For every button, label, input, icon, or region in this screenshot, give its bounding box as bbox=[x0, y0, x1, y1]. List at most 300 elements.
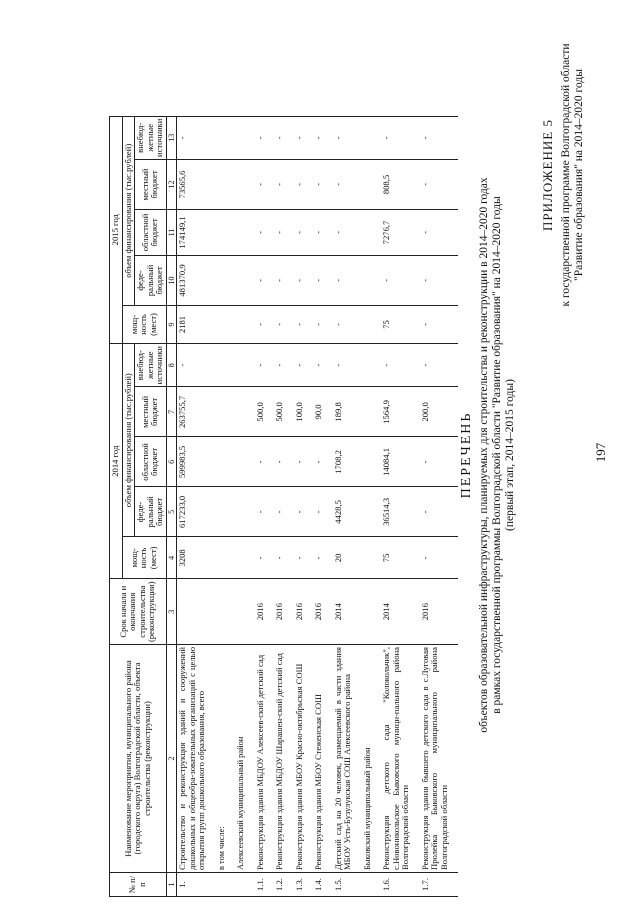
spacer-cell bbox=[354, 579, 362, 645]
table-row bbox=[362, 116, 374, 896]
spacer-cell bbox=[227, 116, 235, 159]
spacer-cell bbox=[305, 255, 313, 305]
regional-2015 bbox=[235, 209, 247, 255]
local-2014: 189,8 bbox=[333, 387, 354, 437]
capacity-2015: - bbox=[294, 305, 306, 343]
spacer-cell bbox=[208, 305, 216, 343]
local-2014: 100,0 bbox=[294, 387, 306, 437]
spacer-cell bbox=[325, 305, 333, 343]
capacity-2014: 75 bbox=[381, 537, 412, 579]
column-number: 7 bbox=[166, 387, 177, 437]
header-capacity-2015: мощ-ность (мест) bbox=[122, 305, 166, 343]
object-name: Строительство и реконструкция зданий и сооружений дошкольных и общеобра-зовательных организаций с целью открытия групп дошкольного образования, всего bbox=[177, 645, 208, 873]
spacer-cell bbox=[325, 255, 333, 305]
column-number: 10 bbox=[166, 255, 177, 305]
row-spacer bbox=[305, 116, 313, 896]
federal-2014 bbox=[235, 487, 247, 537]
spacer-cell bbox=[354, 487, 362, 537]
spacer-cell bbox=[354, 645, 362, 873]
spacer-cell bbox=[354, 343, 362, 386]
federal-2014: - bbox=[294, 487, 306, 537]
spacer-cell bbox=[247, 537, 255, 579]
capacity-2014 bbox=[362, 537, 374, 579]
local-2015 bbox=[216, 159, 228, 209]
federal-2015: - bbox=[313, 255, 325, 305]
spacer-cell bbox=[208, 487, 216, 537]
spacer-cell bbox=[373, 645, 381, 873]
spacer-cell bbox=[450, 387, 458, 437]
spacer-cell bbox=[450, 873, 458, 897]
offbudget-2015: - bbox=[255, 116, 267, 159]
spacer-cell bbox=[286, 437, 294, 487]
spacer-cell bbox=[247, 437, 255, 487]
spacer-cell bbox=[373, 579, 381, 645]
spacer-cell bbox=[227, 437, 235, 487]
spacer-cell bbox=[247, 387, 255, 437]
table-row bbox=[177, 116, 208, 896]
header-regional-2014: областной бюджет bbox=[135, 437, 167, 487]
offbudget-2015: - bbox=[333, 116, 354, 159]
federal-2014: - bbox=[313, 487, 325, 537]
object-name: Реконструкция здания бывшего детского сада в с.Луговая Пролейка Быковского муниципального района Волгоградской области bbox=[420, 645, 451, 873]
regional-2015: - bbox=[333, 209, 354, 255]
row-spacer bbox=[325, 116, 333, 896]
spacer-cell bbox=[450, 209, 458, 255]
object-name: Реконструкция детского сада "Колокольчик", с.Новоникольское Быковского муници-пального района Волгоградской области bbox=[381, 645, 412, 873]
header-term: Срок начала и окончания строительства (реконструкции) bbox=[110, 579, 167, 645]
row-number: 1.6. bbox=[381, 873, 412, 897]
spacer-cell bbox=[305, 537, 313, 579]
regional-2015 bbox=[216, 209, 228, 255]
row-number: 1.3. bbox=[294, 873, 306, 897]
row-spacer bbox=[450, 116, 458, 896]
row-spacer bbox=[208, 116, 216, 896]
capacity-2014: - bbox=[294, 537, 306, 579]
spacer-cell bbox=[266, 159, 274, 209]
construction-term: 2016 bbox=[420, 579, 451, 645]
spacer-cell bbox=[286, 209, 294, 255]
spacer-cell bbox=[450, 437, 458, 487]
regional-2014 bbox=[362, 437, 374, 487]
spacer-cell bbox=[412, 645, 420, 873]
spacer-cell bbox=[305, 873, 313, 897]
object-name: Реконструкция здания МБДОУ Алексеев-ский детский сад bbox=[255, 645, 267, 873]
regional-2015: - bbox=[255, 209, 267, 255]
spacer-cell bbox=[412, 159, 420, 209]
local-2014: 200,0 bbox=[420, 387, 451, 437]
table-row bbox=[255, 116, 267, 896]
local-2014: 500,0 bbox=[255, 387, 267, 437]
column-number: 1 bbox=[166, 873, 177, 897]
spacer-cell bbox=[286, 579, 294, 645]
offbudget-2014 bbox=[235, 343, 247, 386]
spacer-cell bbox=[325, 645, 333, 873]
spacer-cell bbox=[412, 116, 420, 159]
spacer-cell bbox=[412, 873, 420, 897]
federal-2014: 617233,0 bbox=[177, 487, 208, 537]
spacer-cell bbox=[247, 579, 255, 645]
spacer-cell bbox=[412, 579, 420, 645]
spacer-cell bbox=[247, 343, 255, 386]
regional-2014 bbox=[216, 437, 228, 487]
regional-2014: - bbox=[274, 437, 286, 487]
spacer-cell bbox=[450, 645, 458, 873]
column-number: 12 bbox=[166, 159, 177, 209]
spacer-cell bbox=[325, 387, 333, 437]
spacer-cell bbox=[354, 159, 362, 209]
construction-term bbox=[177, 579, 208, 645]
table-row bbox=[313, 116, 325, 896]
row-spacer bbox=[354, 116, 362, 896]
capacity-2015 bbox=[362, 305, 374, 343]
spacer-cell bbox=[450, 579, 458, 645]
local-2015: - bbox=[255, 159, 267, 209]
spacer-cell bbox=[354, 537, 362, 579]
federal-2014 bbox=[362, 487, 374, 537]
spacer-cell bbox=[373, 159, 381, 209]
spacer-cell bbox=[266, 305, 274, 343]
table-row bbox=[216, 116, 228, 896]
federal-2015: - bbox=[381, 255, 412, 305]
spacer-cell bbox=[305, 116, 313, 159]
spacer-cell bbox=[450, 487, 458, 537]
offbudget-2015 bbox=[362, 116, 374, 159]
local-2015: 808,5 bbox=[381, 159, 412, 209]
column-number: 8 bbox=[166, 343, 177, 386]
offbudget-2015: - bbox=[274, 116, 286, 159]
local-2014: 1564,9 bbox=[381, 387, 412, 437]
spacer-cell bbox=[227, 537, 235, 579]
spacer-cell bbox=[325, 116, 333, 159]
appendix-block bbox=[541, 5, 586, 345]
offbudget-2015: - bbox=[420, 116, 451, 159]
table-body bbox=[177, 116, 459, 896]
spacer-cell bbox=[247, 873, 255, 897]
spacer-cell bbox=[450, 255, 458, 305]
spacer-cell bbox=[305, 645, 313, 873]
spacer-cell bbox=[354, 116, 362, 159]
federal-2014: 36514,3 bbox=[381, 487, 412, 537]
offbudget-2014 bbox=[362, 343, 374, 386]
local-2014 bbox=[362, 387, 374, 437]
header-regional-2015: областной бюджет bbox=[135, 209, 167, 255]
spacer-cell bbox=[266, 437, 274, 487]
spacer-cell bbox=[325, 437, 333, 487]
header-name: Наименование мероприятия, муниципального района (городского округа) Волгоградской области, объекта строительства (реконструкции) bbox=[110, 645, 167, 873]
objects-table bbox=[109, 116, 458, 897]
spacer-cell bbox=[286, 537, 294, 579]
title-line-2: в рамках государственной программы Волгоградской области "Развитие образования" на 2014–2020 годы bbox=[491, 196, 503, 714]
title-line-3: (первый этап, 2014–2015 годы) bbox=[504, 379, 516, 531]
spacer-cell bbox=[305, 209, 313, 255]
spacer-cell bbox=[227, 159, 235, 209]
offbudget-2014: - bbox=[333, 343, 354, 386]
header-federal-2014: феде-ральный бюджет bbox=[135, 487, 167, 537]
local-2014: 263755,7 bbox=[177, 387, 208, 437]
object-name: Алексеевский муниципальный район bbox=[235, 645, 247, 873]
spacer-cell bbox=[286, 305, 294, 343]
spacer-cell bbox=[227, 305, 235, 343]
construction-term bbox=[216, 579, 228, 645]
federal-2014 bbox=[216, 487, 228, 537]
capacity-2014: 3208 bbox=[177, 537, 208, 579]
spacer-cell bbox=[227, 579, 235, 645]
capacity-2014: 20 bbox=[333, 537, 354, 579]
spacer-cell bbox=[286, 487, 294, 537]
row-number: 1.7. bbox=[420, 873, 451, 897]
spacer-cell bbox=[247, 305, 255, 343]
capacity-2015: - bbox=[313, 305, 325, 343]
construction-term: 2014 bbox=[333, 579, 354, 645]
spacer-cell bbox=[450, 537, 458, 579]
row-number: 1.1. bbox=[255, 873, 267, 897]
table-row bbox=[333, 116, 354, 896]
row-number: 1. bbox=[177, 873, 208, 897]
spacer-cell bbox=[208, 343, 216, 386]
spacer-cell bbox=[373, 255, 381, 305]
construction-term: 2014 bbox=[381, 579, 412, 645]
capacity-2015 bbox=[235, 305, 247, 343]
spacer-cell bbox=[325, 873, 333, 897]
spacer-cell bbox=[373, 343, 381, 386]
capacity-2014 bbox=[235, 537, 247, 579]
spacer-cell bbox=[208, 255, 216, 305]
spacer-cell bbox=[412, 537, 420, 579]
header-offbudget-2014: внебюд-жетные источники bbox=[135, 343, 167, 386]
capacity-2015: - bbox=[333, 305, 354, 343]
spacer-cell bbox=[286, 343, 294, 386]
spacer-cell bbox=[305, 437, 313, 487]
spacer-cell bbox=[354, 437, 362, 487]
regional-2014: - bbox=[313, 437, 325, 487]
federal-2014: - bbox=[420, 487, 451, 537]
spacer-cell bbox=[266, 387, 274, 437]
offbudget-2014 bbox=[216, 343, 228, 386]
offbudget-2015: - bbox=[313, 116, 325, 159]
spacer-cell bbox=[373, 387, 381, 437]
object-name: Быковский муниципальный район bbox=[362, 645, 374, 873]
spacer-cell bbox=[266, 209, 274, 255]
federal-2014: - bbox=[255, 487, 267, 537]
spacer-cell bbox=[354, 255, 362, 305]
regional-2014: - bbox=[294, 437, 306, 487]
spacer-cell bbox=[412, 305, 420, 343]
spacer-cell bbox=[286, 873, 294, 897]
construction-term: 2016 bbox=[255, 579, 267, 645]
spacer-cell bbox=[450, 343, 458, 386]
offbudget-2014: - bbox=[177, 343, 208, 386]
spacer-cell bbox=[266, 255, 274, 305]
header-local-2015: местный бюджет bbox=[135, 159, 167, 209]
construction-term: 2016 bbox=[313, 579, 325, 645]
offbudget-2015 bbox=[235, 116, 247, 159]
appendix-line-1: к государственной программе Волгоградской области bbox=[560, 43, 572, 307]
row-spacer bbox=[412, 116, 420, 896]
spacer-cell bbox=[305, 343, 313, 386]
regional-2015: - bbox=[420, 209, 451, 255]
spacer-cell bbox=[266, 579, 274, 645]
spacer-cell bbox=[227, 255, 235, 305]
regional-2014 bbox=[235, 437, 247, 487]
spacer-cell bbox=[450, 305, 458, 343]
spacer-cell bbox=[266, 537, 274, 579]
spacer-cell bbox=[450, 159, 458, 209]
spacer-cell bbox=[325, 209, 333, 255]
offbudget-2014: - bbox=[313, 343, 325, 386]
capacity-2015: - bbox=[420, 305, 451, 343]
spacer-cell bbox=[354, 305, 362, 343]
spacer-cell bbox=[354, 873, 362, 897]
spacer-cell bbox=[373, 537, 381, 579]
spacer-cell bbox=[286, 645, 294, 873]
offbudget-2015 bbox=[216, 116, 228, 159]
spacer-cell bbox=[247, 645, 255, 873]
spacer-cell bbox=[373, 305, 381, 343]
table-row bbox=[274, 116, 286, 896]
regional-2014: - bbox=[255, 437, 267, 487]
capacity-2015 bbox=[216, 305, 228, 343]
federal-2015: - bbox=[274, 255, 286, 305]
spacer-cell bbox=[227, 645, 235, 873]
spacer-cell bbox=[247, 255, 255, 305]
local-2014 bbox=[235, 387, 247, 437]
offbudget-2014: - bbox=[274, 343, 286, 386]
spacer-cell bbox=[325, 487, 333, 537]
row-number: 1.2. bbox=[274, 873, 286, 897]
column-number: 4 bbox=[166, 537, 177, 579]
local-2015: 73565,6 bbox=[177, 159, 208, 209]
construction-term bbox=[362, 579, 374, 645]
spacer-cell bbox=[305, 487, 313, 537]
offbudget-2014: - bbox=[255, 343, 267, 386]
table-row bbox=[381, 116, 412, 896]
spacer-cell bbox=[286, 255, 294, 305]
regional-2014: 599983,5 bbox=[177, 437, 208, 487]
object-name: Реконструкция здания МБОУ Стеженская СОШ bbox=[313, 645, 325, 873]
spacer-cell bbox=[305, 159, 313, 209]
spacer-cell bbox=[354, 209, 362, 255]
spacer-cell bbox=[208, 116, 216, 159]
object-name: Детский сад на 20 человек, размещаемый в части здания МБОУ Усть-Бузулукская СОШ Алексеевского района bbox=[333, 645, 354, 873]
construction-term: 2016 bbox=[274, 579, 286, 645]
header-year-2015: 2015 год bbox=[110, 116, 123, 343]
spacer-cell bbox=[227, 387, 235, 437]
header-num: № п/п bbox=[110, 873, 167, 897]
spacer-cell bbox=[208, 537, 216, 579]
spacer-cell bbox=[227, 343, 235, 386]
object-name: в том числе: bbox=[216, 645, 228, 873]
spacer-cell bbox=[227, 873, 235, 897]
spacer-cell bbox=[286, 387, 294, 437]
federal-2015: - bbox=[333, 255, 354, 305]
row-number bbox=[216, 873, 228, 897]
spacer-cell bbox=[247, 159, 255, 209]
regional-2015: 7276,7 bbox=[381, 209, 412, 255]
capacity-2014: - bbox=[274, 537, 286, 579]
capacity-2014 bbox=[216, 537, 228, 579]
spacer-cell bbox=[450, 116, 458, 159]
row-spacer bbox=[227, 116, 235, 896]
spacer-cell bbox=[325, 343, 333, 386]
row-number: 1.5. bbox=[333, 873, 354, 897]
spacer-cell bbox=[247, 487, 255, 537]
local-2014 bbox=[216, 387, 228, 437]
table-row bbox=[420, 116, 451, 896]
spacer-cell bbox=[266, 645, 274, 873]
page-number: 197 bbox=[593, 442, 608, 463]
column-number: 11 bbox=[166, 209, 177, 255]
row-number bbox=[235, 873, 247, 897]
header-funding-2014: объем финансирования (тыс.рублей) bbox=[122, 343, 135, 536]
spacer-cell bbox=[208, 209, 216, 255]
spacer-cell bbox=[412, 487, 420, 537]
spacer-cell bbox=[247, 116, 255, 159]
federal-2015 bbox=[216, 255, 228, 305]
column-number: 3 bbox=[166, 579, 177, 645]
capacity-2014: - bbox=[255, 537, 267, 579]
column-number: 13 bbox=[166, 116, 177, 159]
local-2014: 90,0 bbox=[313, 387, 325, 437]
regional-2015: - bbox=[274, 209, 286, 255]
column-number: 6 bbox=[166, 437, 177, 487]
spacer-cell bbox=[286, 159, 294, 209]
construction-term bbox=[235, 579, 247, 645]
federal-2015: - bbox=[294, 255, 306, 305]
document-title bbox=[460, 135, 517, 775]
spacer-cell bbox=[325, 579, 333, 645]
local-2015: - bbox=[313, 159, 325, 209]
federal-2015 bbox=[362, 255, 374, 305]
spacer-cell bbox=[325, 159, 333, 209]
spacer-cell bbox=[305, 305, 313, 343]
spacer-cell bbox=[208, 579, 216, 645]
column-number: 9 bbox=[166, 305, 177, 343]
spacer-cell bbox=[266, 343, 274, 386]
capacity-2014: - bbox=[420, 537, 451, 579]
local-2015: - bbox=[274, 159, 286, 209]
regional-2014: 1708,2 bbox=[333, 437, 354, 487]
capacity-2015: - bbox=[274, 305, 286, 343]
appendix-title: ПРИЛОЖЕНИЕ 5 bbox=[540, 119, 555, 231]
spacer-cell bbox=[208, 387, 216, 437]
capacity-2015: 2181 bbox=[177, 305, 208, 343]
row-number bbox=[362, 873, 374, 897]
regional-2015: - bbox=[294, 209, 306, 255]
column-number-row bbox=[166, 116, 177, 896]
offbudget-2014: - bbox=[381, 343, 412, 386]
header-funding-2015: объем финансирования (тыс.рублей) bbox=[122, 116, 135, 305]
table-row bbox=[235, 116, 247, 896]
federal-2014: - bbox=[274, 487, 286, 537]
header-offbudget-2015: внебюд-жетные источники bbox=[135, 116, 167, 159]
spacer-cell bbox=[266, 487, 274, 537]
offbudget-2015: - bbox=[294, 116, 306, 159]
local-2014: 500,0 bbox=[274, 387, 286, 437]
regional-2014: - bbox=[420, 437, 451, 487]
regional-2015: - bbox=[313, 209, 325, 255]
construction-term: 2016 bbox=[294, 579, 306, 645]
spacer-cell bbox=[373, 437, 381, 487]
spacer-cell bbox=[354, 387, 362, 437]
spacer-cell bbox=[266, 116, 274, 159]
local-2015: - bbox=[420, 159, 451, 209]
capacity-2014: - bbox=[313, 537, 325, 579]
row-spacer bbox=[247, 116, 255, 896]
offbudget-2014: - bbox=[420, 343, 451, 386]
offbudget-2014: - bbox=[294, 343, 306, 386]
capacity-2015: 75 bbox=[381, 305, 412, 343]
spacer-cell bbox=[373, 487, 381, 537]
